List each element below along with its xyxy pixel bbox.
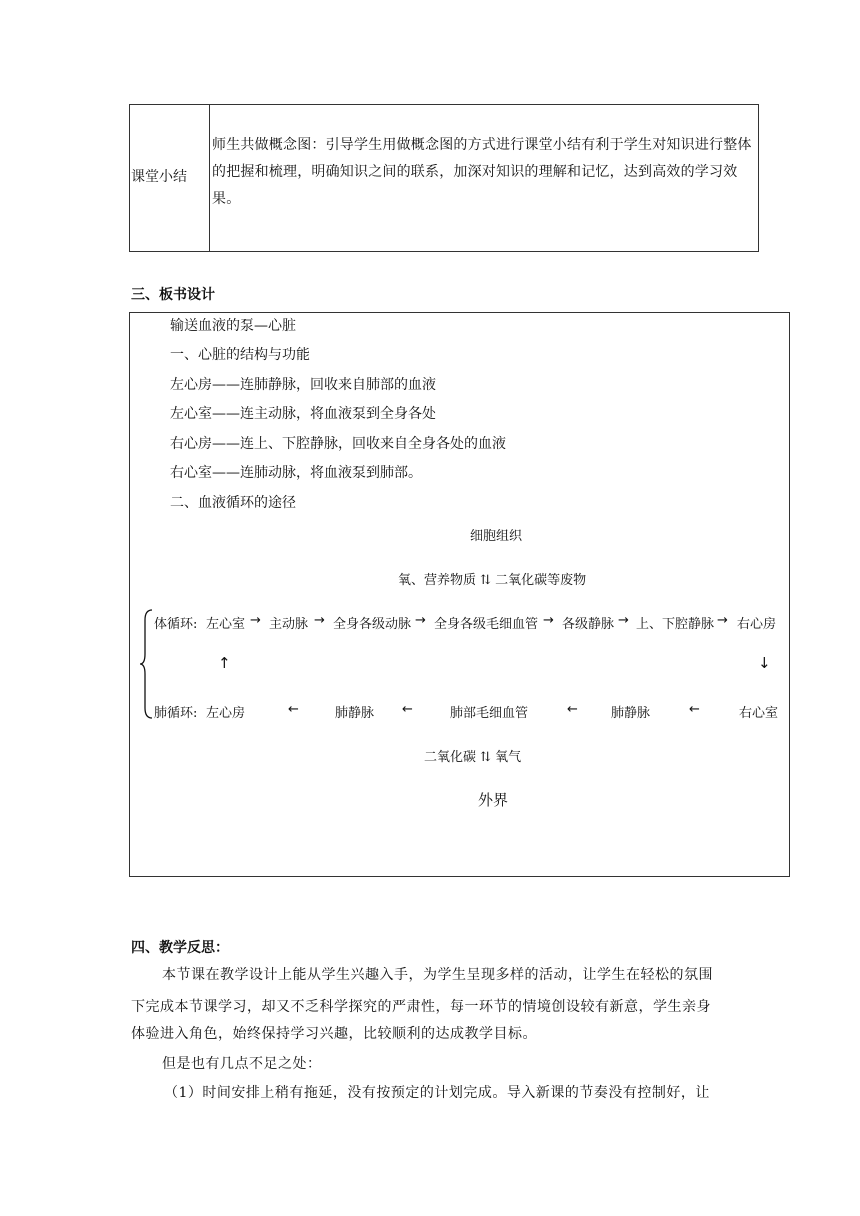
board-subheading-1: 一、心脏的结构与功能 [170, 347, 310, 363]
reflection-line-2: 下完成本节课学习，却又不乏科学探究的严肃性，每一环节的情境创设较有新意，学生亲身 [131, 999, 711, 1015]
systemic-node-aorta: 主动脉 [269, 617, 309, 632]
board-title: 输送血液的泵—心脏 [170, 318, 296, 334]
diagram-top-label: 细胞组织 [470, 529, 523, 544]
systemic-node-vena-cava: 上、下腔静脉 [636, 617, 715, 632]
right-arrow-icon: → [543, 613, 554, 628]
systemic-node-right-atrium: 右心房 [737, 617, 777, 632]
summary-label: 课堂小结 [131, 169, 187, 185]
pulmonary-node-lung-capillaries: 肺部毛细血管 [450, 706, 529, 721]
down-arrow-icon: ↓ [758, 654, 771, 672]
systemic-node-arteries: 全身各级动脉 [333, 617, 412, 632]
diagram-exchange-bottom: 二氧化碳 ⇅ 氧气 [424, 750, 522, 765]
board-line-left-atrium: 左心房——连肺静脉，回收来自肺部的血液 [170, 377, 436, 393]
right-arrow-icon: → [415, 613, 426, 628]
reflection-item-1: （1）时间安排上稍有拖延，没有按预定的计划完成。导入新课的节奏没有控制好，让 [164, 1085, 710, 1101]
summary-table [129, 104, 759, 252]
section-3-heading: 三、板书设计 [131, 287, 215, 303]
systemic-node-left-ventricle: 左心室 [206, 617, 246, 632]
systemic-node-veins: 各级静脉 [562, 617, 615, 632]
pulmonary-node-right-ventricle: 右心室 [739, 706, 779, 721]
right-arrow-icon: → [250, 613, 261, 628]
left-arrow-icon: ← [288, 702, 299, 717]
right-arrow-icon: → [618, 613, 629, 628]
reflection-line-1: 本节课在教学设计上能从学生兴趣入手，为学生呈现多样的活动，让学生在轻松的氛围 [162, 967, 713, 983]
board-design-box [129, 312, 790, 877]
diagram-bottom-label: 外界 [478, 791, 509, 809]
left-arrow-icon: ← [402, 702, 413, 717]
pulmonary-node-pulmonary-vein-2: 肺静脉 [611, 706, 651, 721]
board-line-left-ventricle: 左心室——连主动脉，将血液泵到全身各处 [170, 406, 436, 422]
reflection-shortcomings: 但是也有几点不足之处： [162, 1056, 322, 1072]
summary-text: 师生共做概念图：引导学生用做概念图的方式进行课堂小结有利于学生对知识进行整体的把握和梳理，明确知识之间的联系，加深对知识的理解和记忆，达到高效的学习效果。 [212, 137, 752, 207]
left-arrow-icon: ← [567, 702, 578, 717]
up-arrow-icon: ↑ [218, 654, 231, 672]
systemic-circulation-label: 体循环: [154, 617, 198, 632]
pulmonary-node-pulmonary-vein: 肺静脉 [335, 706, 375, 721]
section-4-heading: 四、教学反思： [131, 940, 229, 956]
reflection-line-3: 体验进入角色，始终保持学习兴趣，比较顺利的达成教学目标。 [131, 1026, 537, 1042]
brace-icon [139, 608, 155, 720]
right-arrow-icon: → [314, 613, 325, 628]
board-line-right-ventricle: 右心室——连肺动脉，将血液泵到肺部。 [170, 465, 422, 481]
diagram-exchange-top: 氧、营养物质 ⇅ 二氧化碳等废物 [398, 573, 587, 588]
board-line-right-atrium: 右心房——连上、下腔静脉，回收来自全身各处的血液 [170, 436, 506, 452]
right-arrow-icon: → [717, 613, 728, 628]
table-divider [209, 105, 210, 251]
board-subheading-2: 二、血液循环的途径 [170, 495, 296, 511]
left-arrow-icon: ← [689, 702, 700, 717]
systemic-node-capillaries: 全身各级毛细血管 [434, 617, 539, 632]
pulmonary-node-left-atrium: 左心房 [206, 706, 246, 721]
pulmonary-circulation-label: 肺循环: [154, 706, 198, 721]
